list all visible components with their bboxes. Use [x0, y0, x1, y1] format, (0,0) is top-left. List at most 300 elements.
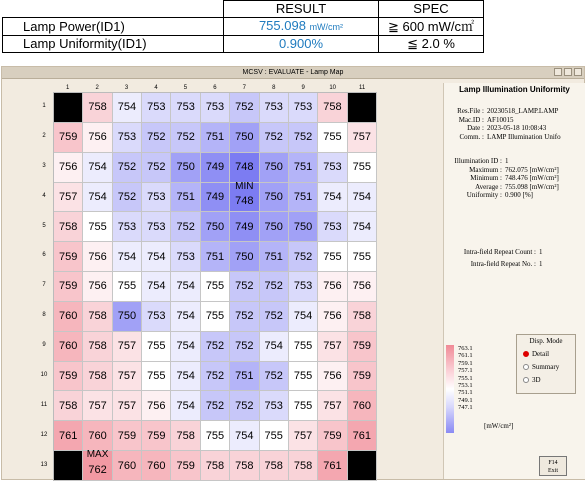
map-cell[interactable]: [230, 421, 259, 451]
min-marker: MIN: [235, 180, 254, 192]
column-header: 5: [183, 85, 188, 91]
map-cell[interactable]: [289, 362, 318, 392]
map-cell[interactable]: [230, 93, 259, 123]
cell-value: 754: [117, 101, 137, 114]
map-cell[interactable]: [171, 302, 200, 332]
legend-label: 755.1: [458, 374, 473, 382]
map-cell[interactable]: [260, 272, 289, 302]
map-cell[interactable]: [142, 212, 171, 242]
map-cell[interactable]: [113, 93, 142, 123]
map-cell[interactable]: [230, 153, 259, 183]
cell-value: 755: [323, 250, 342, 263]
lamp-map-window: [1, 66, 585, 480]
map-cell[interactable]: [113, 242, 142, 272]
map-cell[interactable]: [318, 451, 347, 481]
cell-value: 757: [352, 131, 371, 144]
cell-value: 754: [352, 190, 371, 203]
map-cell[interactable]: [113, 421, 142, 451]
cell-value: 758: [88, 370, 107, 383]
cell-value: 756: [323, 370, 342, 383]
cell-value: 750: [235, 250, 254, 263]
cell-value: 759: [59, 131, 78, 144]
cell-value: 759: [59, 280, 78, 293]
color-legend-bar: [446, 345, 454, 433]
cell-value: 750: [205, 220, 225, 233]
map-cell[interactable]: [171, 93, 200, 123]
map-cell[interactable]: [171, 332, 200, 362]
cell-value: 757: [117, 340, 137, 353]
map-cell[interactable]: [260, 332, 289, 362]
cell-value: 753: [147, 310, 166, 323]
row-header: 9: [42, 342, 46, 349]
cell-value: 752: [117, 190, 137, 203]
cell-value: 751: [293, 161, 313, 174]
exit-button[interactable]: [539, 456, 567, 476]
map-cell[interactable]: [348, 302, 377, 332]
map-cell[interactable]: [83, 123, 112, 153]
map-cell[interactable]: [54, 123, 83, 153]
map-cell[interactable]: [201, 332, 230, 362]
map-cell[interactable]: [201, 93, 230, 123]
column-header: 2: [95, 85, 99, 91]
row-header: 4: [42, 192, 46, 199]
cell-value: 753: [205, 101, 225, 114]
cell-value: 751: [235, 370, 254, 383]
map-cell[interactable]: [83, 362, 112, 392]
map-cell[interactable]: [54, 272, 83, 302]
map-cell[interactable]: [230, 180, 259, 213]
map-cell[interactable]: [54, 212, 83, 242]
map-cell[interactable]: [83, 183, 112, 213]
map-cell[interactable]: [142, 123, 171, 153]
cell-value: 753: [293, 101, 313, 114]
cell-value: 760: [117, 459, 137, 472]
cell-value: 752: [147, 161, 166, 174]
cell-value: 761: [352, 429, 371, 442]
map-cell[interactable]: [113, 212, 142, 242]
row-header: 10: [40, 372, 48, 379]
map-cell[interactable]: [230, 272, 259, 302]
summary-table: [2, 0, 484, 53]
cell-value: 749: [235, 220, 254, 233]
cell-value: 754: [264, 340, 283, 353]
cell-value: 752: [235, 340, 254, 353]
close-icon[interactable]: [574, 68, 582, 76]
row-header: 8: [42, 312, 46, 319]
cell-value: 753: [264, 399, 283, 412]
map-cell[interactable]: [260, 302, 289, 332]
map-cell[interactable]: [230, 242, 259, 272]
cell-value: 755: [88, 220, 107, 233]
cell-value: 749: [205, 190, 225, 203]
cell-value: 752: [205, 340, 225, 353]
map-cell[interactable]: [348, 242, 377, 272]
cell-value: 753: [264, 101, 283, 114]
cell-value: 757: [117, 370, 137, 383]
cell-value: 753: [147, 220, 166, 233]
row-header: 11: [40, 401, 48, 408]
map-cell[interactable]: [289, 93, 318, 123]
map-cell[interactable]: [348, 183, 377, 213]
map-cell[interactable]: [289, 183, 318, 213]
cell-value: 754: [88, 190, 107, 203]
map-cell[interactable]: [289, 242, 318, 272]
info-value: 1: [505, 157, 509, 165]
map-cell[interactable]: [289, 451, 318, 481]
cell-value: 760: [352, 399, 371, 412]
map-cell[interactable]: [171, 272, 200, 302]
cell-value: 756: [323, 310, 342, 323]
cell-value: 752: [264, 131, 283, 144]
cell-value: 750: [176, 161, 195, 174]
map-cell[interactable]: [230, 451, 259, 481]
map-cell[interactable]: [171, 391, 200, 421]
info-line: [444, 116, 513, 125]
mode-3d-label: 3D: [532, 376, 541, 384]
info-key: Intra-field Repeat No. :: [470, 260, 536, 268]
map-cell[interactable]: [83, 93, 112, 123]
cell-value: 754: [176, 340, 195, 353]
uniformity-spec: ≦ 2.0 %: [379, 36, 484, 53]
map-cell[interactable]: [171, 123, 200, 153]
row-header: 3: [42, 162, 46, 169]
row-header: 6: [42, 252, 46, 259]
cell-value: 755: [293, 340, 313, 353]
map-cell[interactable]: [142, 183, 171, 213]
map-cell[interactable]: [260, 153, 289, 183]
map-cell[interactable]: [289, 212, 318, 242]
map-cell[interactable]: [54, 302, 83, 332]
info-value: 762.075 [mW/cm²]: [505, 165, 559, 174]
map-cell[interactable]: [318, 272, 347, 302]
map-cell[interactable]: [260, 242, 289, 272]
cell-value: 758: [59, 399, 78, 412]
map-cell[interactable]: [142, 391, 171, 421]
cell-value: 758: [323, 101, 342, 114]
map-cell[interactable]: [171, 183, 200, 213]
radio-icon: [523, 364, 529, 370]
power-result-value: 755.098: [258, 18, 306, 33]
radio-icon: [523, 377, 529, 383]
mode-detail-radio[interactable]: [523, 350, 575, 358]
map-cell[interactable]: [260, 362, 289, 392]
map-cell[interactable]: [83, 212, 112, 242]
cell-value: 762: [88, 464, 107, 477]
map-cell[interactable]: [318, 332, 347, 362]
map-cell[interactable]: [171, 362, 200, 392]
map-cell[interactable]: [113, 362, 142, 392]
map-cell[interactable]: [348, 391, 377, 421]
color-legend-labels: [458, 345, 488, 412]
cell-value: 757: [323, 399, 342, 412]
map-cell[interactable]: [201, 451, 230, 481]
radio-selected-icon: [523, 351, 529, 357]
cell-value: 754: [323, 190, 342, 203]
map-cell[interactable]: [230, 332, 259, 362]
map-cell[interactable]: [230, 391, 259, 421]
cell-value: 761: [59, 429, 78, 442]
cell-value: 758: [176, 429, 195, 442]
map-cell[interactable]: [201, 362, 230, 392]
map-cell[interactable]: [318, 391, 347, 421]
map-cell[interactable]: [201, 302, 230, 332]
map-cell[interactable]: [348, 332, 377, 362]
map-cell[interactable]: [348, 362, 377, 392]
mode-summary-radio[interactable]: [523, 363, 575, 371]
map-cell[interactable]: [54, 153, 83, 183]
map-cell[interactable]: [171, 451, 200, 481]
cell-value: 759: [323, 429, 342, 442]
map-cell[interactable]: [260, 212, 289, 242]
cell-value: 760: [59, 310, 78, 323]
column-header: 8: [272, 85, 276, 91]
info-key: Date :: [467, 124, 484, 132]
map-cell[interactable]: [142, 242, 171, 272]
map-cell[interactable]: [318, 123, 347, 153]
map-cell[interactable]: [260, 391, 289, 421]
cell-value: 750: [264, 190, 283, 203]
cell-value: 755: [264, 429, 283, 442]
lamp-map-grid: [53, 92, 377, 481]
cell-value: 758: [264, 459, 283, 472]
info-key: Uniformity :: [466, 191, 502, 199]
result-header: RESULT: [224, 1, 379, 18]
cell-value: 759: [352, 340, 371, 353]
column-header: 9: [301, 85, 305, 91]
cell-value: 756: [323, 280, 342, 293]
map-cell[interactable]: [201, 272, 230, 302]
map-cell[interactable]: [113, 153, 142, 183]
map-cell[interactable]: [113, 302, 142, 332]
map-cell[interactable]: [201, 153, 230, 183]
cell-value: 758: [88, 310, 107, 323]
map-cell[interactable]: [54, 332, 83, 362]
window-title: MCSV : EVALUATE - Lamp Map: [242, 69, 344, 76]
cell-value: 755: [352, 161, 371, 174]
info-key: Maximum :: [469, 165, 502, 174]
map-cell[interactable]: [260, 451, 289, 481]
cell-value: 758: [59, 220, 78, 233]
map-cell[interactable]: [230, 362, 259, 392]
info-line: [444, 157, 509, 166]
map-cell[interactable]: [201, 123, 230, 153]
map-cell[interactable]: [230, 302, 259, 332]
row-header: 1: [42, 103, 46, 109]
cell-value: 759: [59, 370, 78, 383]
map-cell[interactable]: [142, 272, 171, 302]
cell-value: 752: [235, 101, 254, 114]
legend-label: 747.1: [458, 404, 473, 412]
map-cell[interactable]: [289, 123, 318, 153]
map-cell[interactable]: [230, 212, 259, 242]
map-cell[interactable]: [142, 93, 171, 123]
display-mode-title: Disp. Mode: [529, 337, 563, 345]
dead-cell[interactable]: [348, 93, 377, 123]
map-cell[interactable]: [113, 391, 142, 421]
spec-header: SPEC: [379, 1, 484, 18]
legend-label: 751.1: [458, 389, 473, 397]
map-cell[interactable]: [142, 362, 171, 392]
map-cell[interactable]: [201, 242, 230, 272]
map-cell[interactable]: [171, 421, 200, 451]
maximize-icon[interactable]: [564, 68, 572, 76]
row-header: 2: [42, 132, 46, 139]
cell-value: 759: [59, 250, 78, 263]
map-cell[interactable]: [142, 421, 171, 451]
cell-value: 759: [117, 429, 137, 442]
map-cell[interactable]: [54, 242, 83, 272]
cell-value: 753: [117, 131, 137, 144]
column-header: 4: [154, 85, 158, 91]
mode-3d-radio[interactable]: [523, 376, 575, 384]
map-cell[interactable]: [318, 242, 347, 272]
map-cell[interactable]: [201, 421, 230, 451]
cell-value: 760: [88, 429, 107, 442]
cell-value: 750: [117, 310, 137, 323]
map-cell[interactable]: [113, 272, 142, 302]
window-titlebar[interactable]: [2, 67, 584, 79]
row-header: 12: [40, 431, 48, 438]
cell-value: 752: [264, 280, 283, 293]
map-cell[interactable]: [289, 153, 318, 183]
map-cell[interactable]: [113, 123, 142, 153]
cell-value: 759: [176, 459, 195, 472]
map-cell[interactable]: [318, 153, 347, 183]
dead-cell[interactable]: [54, 93, 83, 123]
map-cell[interactable]: [83, 332, 112, 362]
map-cell[interactable]: [260, 421, 289, 451]
map-cell[interactable]: [54, 183, 83, 213]
cell-value: 752: [235, 399, 254, 412]
cell-value: 758: [293, 459, 313, 472]
cell-value: 751: [176, 190, 195, 203]
map-cell[interactable]: [83, 272, 112, 302]
map-cell[interactable]: [201, 391, 230, 421]
dead-cell[interactable]: [348, 451, 377, 481]
map-cell[interactable]: [54, 421, 83, 451]
map-cell[interactable]: [348, 421, 377, 451]
map-cell[interactable]: [83, 242, 112, 272]
power-spec: ≧ 600 mW/c㎡: [379, 18, 484, 36]
map-cell[interactable]: [142, 332, 171, 362]
cell-value: 752: [235, 280, 254, 293]
cell-value: 757: [117, 399, 137, 412]
map-cell[interactable]: [260, 183, 289, 213]
cell-value: 760: [59, 340, 78, 353]
cell-value: 754: [117, 250, 137, 263]
cell-value: 754: [235, 429, 254, 442]
map-cell[interactable]: [289, 421, 318, 451]
legend-label: 757.1: [458, 367, 473, 375]
map-cell[interactable]: [318, 212, 347, 242]
map-cell[interactable]: [318, 93, 347, 123]
dead-cell[interactable]: [54, 451, 83, 481]
map-cell[interactable]: [318, 362, 347, 392]
map-cell[interactable]: [113, 183, 142, 213]
cell-value: 756: [88, 280, 107, 293]
map-cell[interactable]: [83, 153, 112, 183]
row-header: 13: [40, 461, 48, 468]
map-cell[interactable]: [318, 302, 347, 332]
cell-value: 754: [147, 250, 166, 263]
cell-value: 756: [59, 161, 78, 174]
column-header: 6: [213, 85, 217, 91]
map-cell[interactable]: [201, 183, 230, 213]
map-cell[interactable]: [54, 362, 83, 392]
cell-value: 758: [352, 310, 371, 323]
map-cell[interactable]: [348, 272, 377, 302]
map-cell[interactable]: [142, 302, 171, 332]
map-cell[interactable]: [289, 272, 318, 302]
map-cell[interactable]: [230, 123, 259, 153]
map-cell[interactable]: [289, 332, 318, 362]
map-cell[interactable]: [348, 212, 377, 242]
map-cell[interactable]: [201, 212, 230, 242]
cell-value: 749: [205, 161, 225, 174]
map-cell[interactable]: [142, 153, 171, 183]
map-cell[interactable]: [318, 421, 347, 451]
map-cell[interactable]: [83, 451, 112, 481]
map-cell[interactable]: [171, 153, 200, 183]
exit-label: Exit: [548, 468, 558, 474]
map-cell[interactable]: [260, 93, 289, 123]
info-line: [444, 166, 559, 175]
legend-label: 763.1: [458, 345, 473, 352]
cell-value: 755: [293, 370, 313, 383]
summary-row-power: [3, 18, 484, 36]
row-headers: [34, 92, 54, 481]
cell-value: 757: [88, 399, 107, 412]
map-cell[interactable]: [113, 332, 142, 362]
cell-value: 758: [235, 459, 254, 472]
power-label: Lamp Power(ID1): [3, 18, 224, 36]
cell-value: 752: [205, 399, 225, 412]
cell-value: 753: [293, 280, 313, 293]
cell-value: 754: [176, 280, 195, 293]
info-value: 0.900 [%]: [505, 191, 533, 199]
cell-value: 758: [88, 340, 107, 353]
map-cell[interactable]: [54, 391, 83, 421]
uniformity-result: 0.900%: [224, 36, 379, 53]
map-cell[interactable]: [171, 242, 200, 272]
map-cell[interactable]: [83, 302, 112, 332]
cell-value: 755: [352, 250, 371, 263]
map-cell[interactable]: [318, 183, 347, 213]
info-value: 2023-05-18 10:08:43: [487, 124, 547, 132]
minimize-icon[interactable]: [554, 68, 562, 76]
cell-value: 754: [88, 161, 107, 174]
map-cell[interactable]: [289, 302, 318, 332]
info-line: [444, 248, 543, 257]
map-cell[interactable]: [142, 451, 171, 481]
info-line: [444, 183, 559, 192]
map-cell[interactable]: [83, 391, 112, 421]
legend-label: 753.1: [458, 382, 473, 390]
mode-detail-label: Detail: [532, 350, 550, 358]
map-cell[interactable]: [83, 421, 112, 451]
map-cell[interactable]: [113, 451, 142, 481]
map-cell[interactable]: [348, 153, 377, 183]
info-value: 1: [539, 260, 543, 268]
map-cell[interactable]: [289, 391, 318, 421]
cell-value: 751: [293, 190, 313, 203]
map-cell[interactable]: [171, 212, 200, 242]
map-cell[interactable]: [348, 123, 377, 153]
map-cell[interactable]: [260, 123, 289, 153]
cell-value: 752: [293, 250, 313, 263]
cell-value: 752: [235, 310, 254, 323]
info-key: Res.File :: [457, 107, 484, 115]
